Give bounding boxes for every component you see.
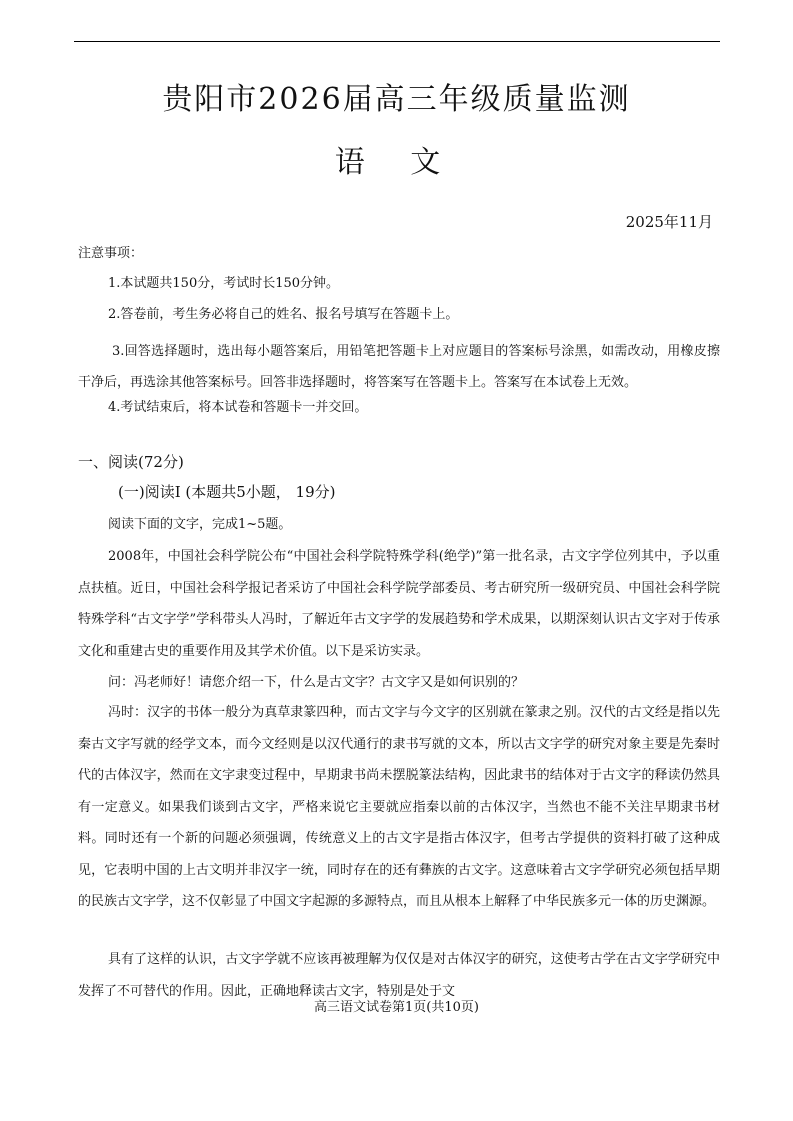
exam-title: 贵阳市2026届高三年级质量监测: [162, 82, 631, 117]
passage-paragraph-4: 具有了这样的认识，古文字学就不应该再被理解为仅仅是对古体汉字的研究，这使考古学在古文字学研究中发挥了不可替代的作用。因此，正确地释读古文字，特别是处于文: [78, 952, 720, 999]
top-rule: [74, 41, 720, 42]
note-item-2: 2.答卷前，考生务必将自己的姓名、报名号填写在答题卡上。: [108, 307, 459, 322]
passage-paragraph-1: 2008年，中国社会科学院公布“中国社会科学院特殊学科(绝学)”第一批名录，古文字学位列其中，予以重点扶植。近日，中国社会科学报记者采访了中国社会科学院学部委员、考古研究所一级研究员、中国社会科学院特殊学科“古文字学”学科带头人冯时，了解近年古文字学的发展趋势和学术成果，以期深刻认识古文字对于传承文化和重建古史的重要作用及其学术价值。以下是采访实录。: [78, 549, 720, 659]
notes-heading: 注意事项：: [78, 246, 144, 261]
note-item-4: 4.考试结束后，将本试卷和答题卡一并交回。: [108, 400, 368, 415]
reading-instruction: 阅读下面的文字，完成1~5题。: [108, 517, 292, 532]
exam-date: 2025年11月: [625, 213, 713, 231]
subject-title: 语 文: [334, 145, 459, 180]
note-item-3: 3.回答选择题时，选出每小题答案后，用铅笔把答题卡上对应题目的答案标号涂黑，如需改动，用橡皮擦干净后，再选涂其他答案标号。回答非选择题时，将答案写在答题卡上。答案写在本试卷上无效。: [78, 344, 720, 390]
page-footer: 高三语文试卷第1页(共10页): [314, 1000, 479, 1015]
passage-paragraph-2: 问：冯老师好！请您介绍一下，什么是古文字？古文字又是如何识别的？: [108, 675, 525, 690]
passage-paragraph-3: 冯时：汉字的书体一般分为真草隶篆四种，而古文字与今文字的区别就在篆隶之别。汉代的古文经是指以先秦古文字写就的经学文本，而今文经则是以汉代通行的隶书写就的文本，所以古文字学的研究对象主要是先秦时代的古体汉字，然而在文字隶变过程中，早期隶书尚未摆脱篆法结构，因此隶书的结体对于古文字的释读仍然具有一定意义。如果我们谈到古文字，严格来说它主要就应指秦以前的古体汉字，当然也不能不关注早期隶书材料。同时还有一个新的问题必须强调，传统意义上的古文字是指古体汉字，但考古学提供的资料打破了这种成见，它表明中国的上古文明并非汉字一统，同时存在的还有彝族的古文字。这意味着古文字学研究必须包括早期的民族古文字学，这不仅彰显了中国文字起源的多源特点，而且从根本上解释了中华民族多元一体的历史渊源。: [78, 705, 720, 909]
note-item-1: 1.本试题共150分，考试时长150分钟。: [108, 276, 340, 291]
section-heading: 一、阅读(72分): [78, 453, 184, 471]
section-subheading: (一)阅读Ⅰ (本题共5小题， 19分): [118, 483, 336, 501]
